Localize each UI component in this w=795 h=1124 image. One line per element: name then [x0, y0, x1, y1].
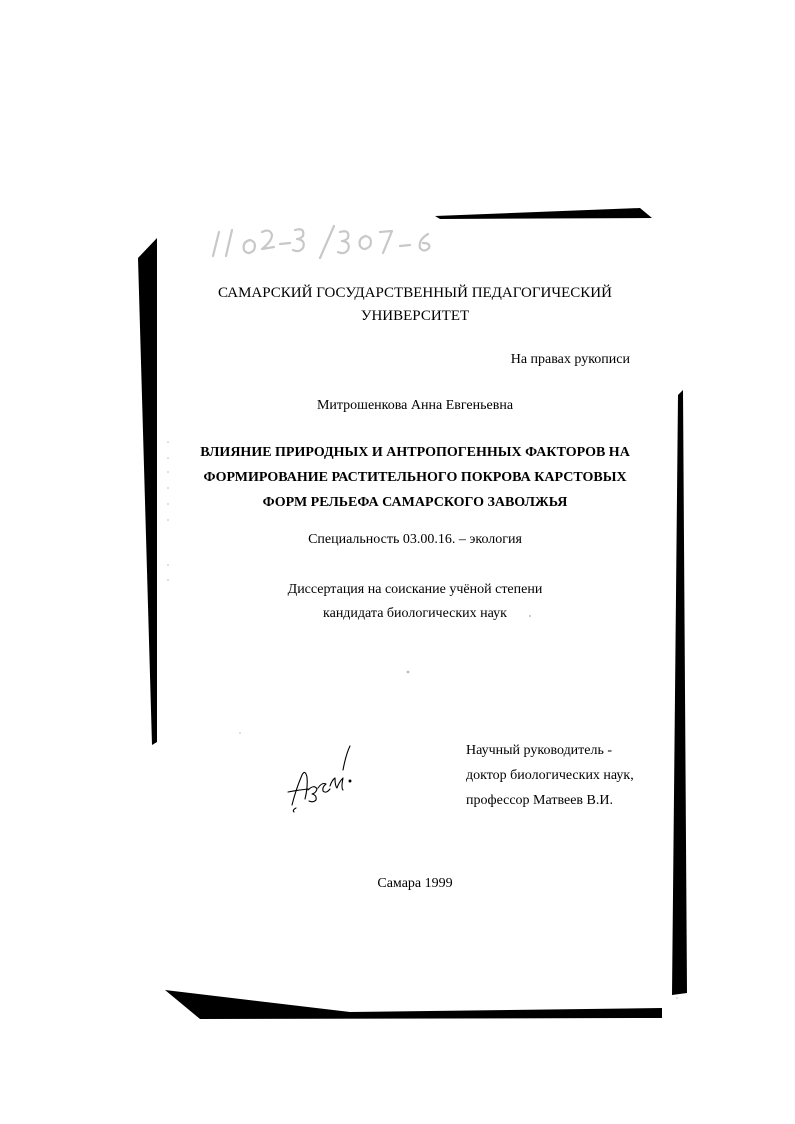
dissertation-title [190, 440, 640, 515]
author-name: Митрошенкова Анна Евгеньевна [316, 398, 514, 413]
title-line-2: ФОРМИРОВАНИЕ РАСТИТЕЛЬНОГО ПОКРОВА КАРСТОВЫХ [203, 470, 627, 485]
supervisor-line-3: профессор Матвеев В.И. [466, 793, 613, 808]
handwritten-stamp-strokes [213, 226, 429, 258]
specialty: Специальность 03.00.16. – экология [308, 532, 522, 547]
supervisor-line-1: Научный руководитель - [466, 743, 613, 758]
scan-shadow-top [435, 208, 652, 219]
supervisor-block [466, 738, 634, 813]
scan-shadow-bottom [165, 990, 662, 1019]
rights-note: На правах рукописи [510, 352, 630, 367]
institution-line-1: САМАРСКИЙ ГОСУДАРСТВЕННЫЙ ПЕДАГОГИЧЕСКИЙ [218, 285, 612, 301]
degree-line-2: кандидата биологических наук [323, 606, 507, 621]
scan-shadow-left [138, 238, 157, 745]
degree-statement [200, 578, 630, 626]
scan-shadow-right [672, 390, 687, 995]
title-line-3: ФОРМ РЕЛЬЕФА САМАРСКОГО ЗАВОЛЖЬЯ [262, 495, 568, 510]
supervisor-line-2: доктор биологических наук, [466, 768, 634, 783]
degree-line-1: Диссертация на соискание учёной степени [287, 582, 543, 597]
institution-name [200, 282, 630, 328]
title-line-1: ВЛИЯНИЕ ПРИРОДНЫХ И АНТРОПОГЕННЫХ ФАКТОРОВ НА [200, 445, 630, 460]
scan-dust-dots [167, 441, 678, 999]
institution-line-2: УНИВЕРСИТЕТ [360, 308, 470, 324]
signature-strokes [288, 746, 351, 812]
city-year: Самара 1999 [377, 876, 453, 891]
